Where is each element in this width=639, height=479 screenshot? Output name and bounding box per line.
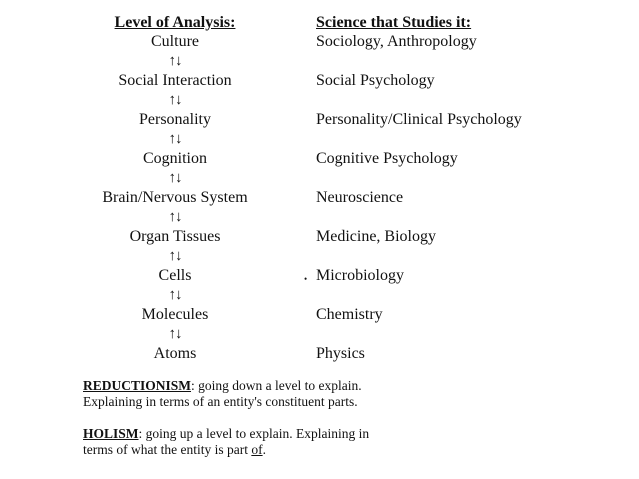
reductionism-line1: : going down a level to explain. (191, 378, 362, 393)
up-down-arrow-icon: ↑↓ (168, 286, 182, 303)
level-culture: Culture (151, 33, 199, 50)
science-brain: Neuroscience (316, 189, 404, 206)
levels-column (60, 14, 290, 364)
up-down-arrow-icon: ↑↓ (168, 208, 182, 225)
up-down-arrow-icon: ↑↓ (168, 52, 182, 69)
up-down-arrow-icon: ↑↓ (168, 325, 182, 342)
levels-header: Level of Analysis: (114, 14, 236, 31)
level-molecules: Molecules (141, 306, 209, 323)
science-personality: Personality/Clinical Psychology (316, 111, 522, 128)
science-atoms: Physics (316, 345, 365, 362)
science-molecules: Chemistry (316, 306, 383, 323)
holism-term: HOLISM (83, 426, 139, 441)
definitions (83, 378, 369, 474)
holism-line1: : going up a level to explain. Explaining in (138, 426, 370, 441)
science-cognition: Cognitive Psychology (316, 150, 458, 167)
level-personality: Personality (139, 111, 211, 128)
science-cells-row (304, 266, 522, 286)
level-atoms: Atoms (153, 345, 197, 362)
reductionism-definition (83, 378, 369, 410)
level-cognition: Cognition (142, 150, 207, 167)
holism-line2: terms of what the entity is part (83, 442, 252, 457)
up-down-arrow-icon: ↑↓ (168, 247, 182, 264)
level-cells: Cells (158, 267, 192, 284)
reductionism-term: REDUCTIONISM (83, 378, 192, 393)
sciences-header: Science that Studies it: (316, 14, 472, 31)
level-social-interaction: Social Interaction (118, 72, 232, 89)
reductionism-line2: Explaining in terms of an entity's constituent parts. (83, 394, 358, 409)
holism-of-underlined: of (251, 442, 263, 457)
up-down-arrow-icon: ↑↓ (168, 130, 182, 147)
level-organ-tissues: Organ Tissues (129, 228, 221, 245)
holism-period: . (262, 442, 266, 457)
bullet-icon: • (304, 274, 308, 284)
sciences-column (304, 14, 522, 383)
holism-definition (83, 426, 369, 458)
level-brain-nervous-system: Brain/Nervous System (102, 189, 248, 206)
science-organ-tissues: Medicine, Biology (316, 228, 436, 245)
up-down-arrow-icon: ↑↓ (168, 169, 182, 186)
science-cells: Microbiology (316, 267, 404, 284)
science-culture: Sociology, Anthropology (316, 33, 477, 50)
science-social-interaction: Social Psychology (316, 72, 435, 89)
up-down-arrow-icon: ↑↓ (168, 91, 182, 108)
